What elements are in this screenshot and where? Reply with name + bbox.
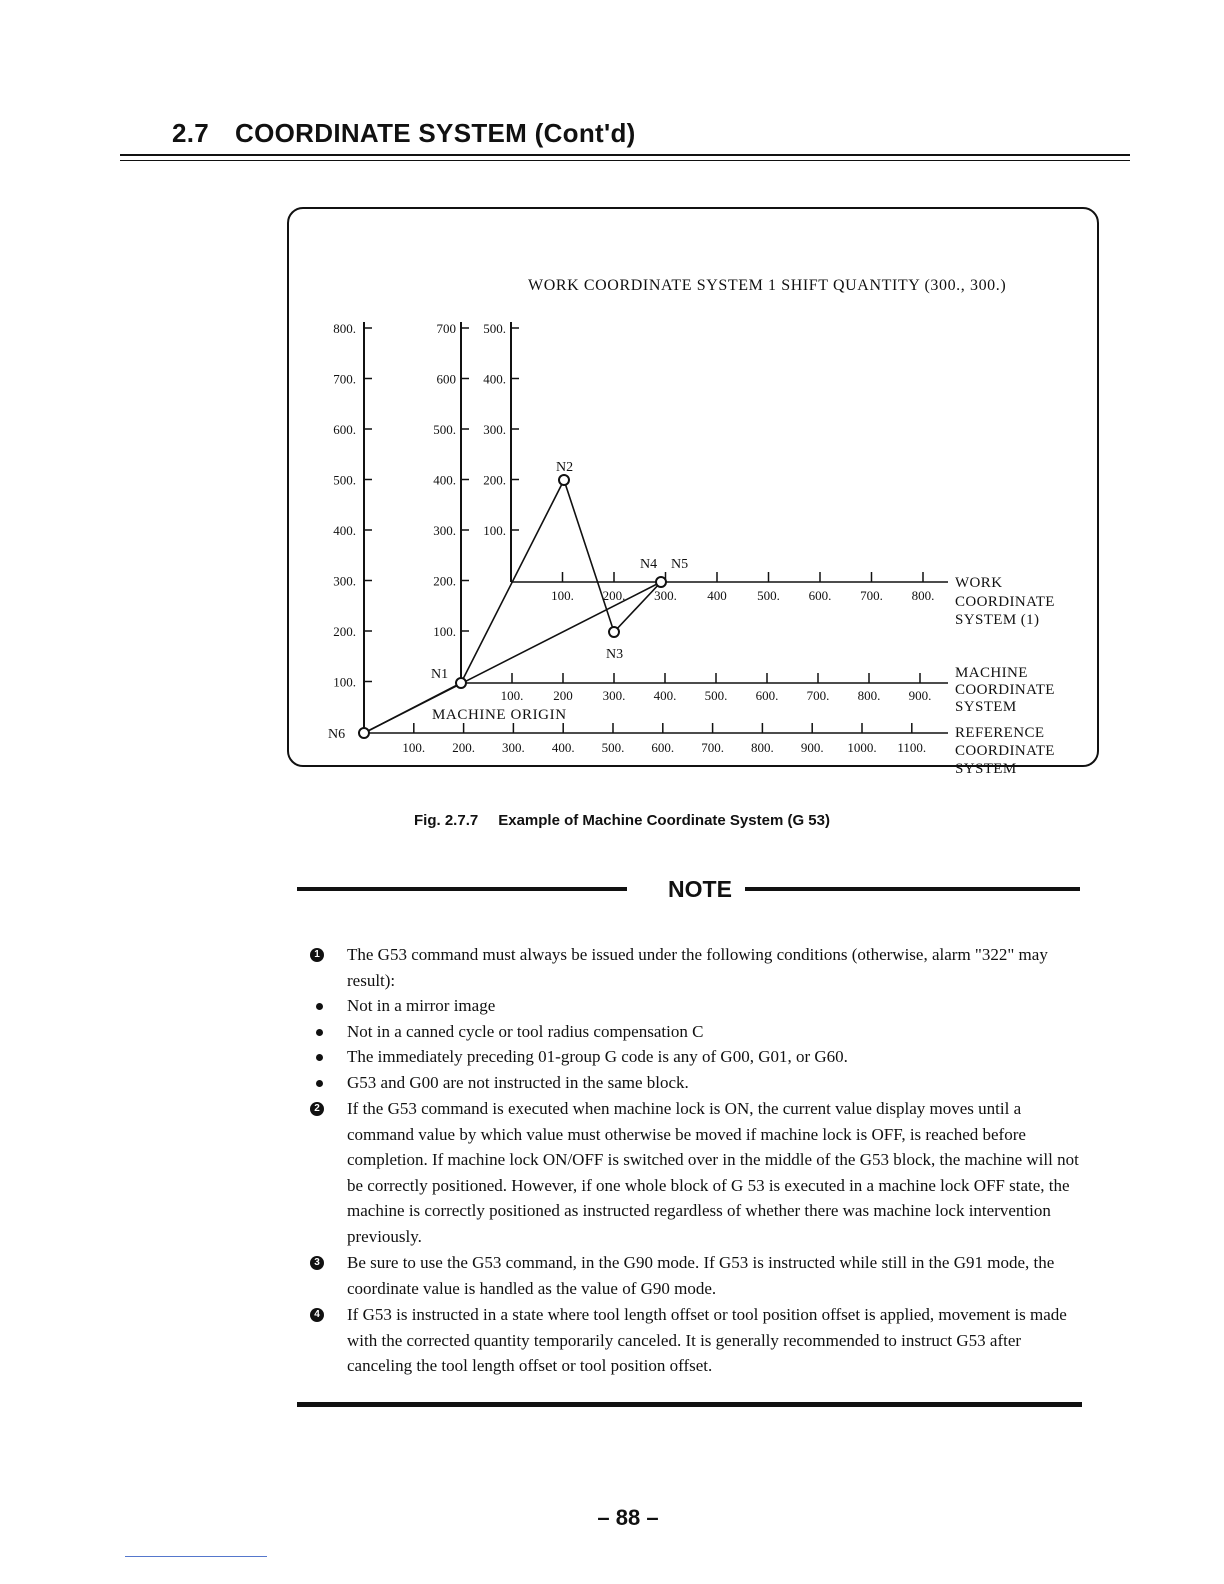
note-item-3 bbox=[310, 1250, 1090, 1301]
work-x-label: 400 bbox=[707, 588, 727, 603]
machine-x-label: 600. bbox=[755, 688, 779, 703]
reference-x-label: 1000. bbox=[847, 740, 877, 755]
reference-system-label-2: COORDINATE bbox=[955, 743, 1055, 759]
reference-y-ticks bbox=[333, 321, 372, 690]
reference-y-label: 700. bbox=[333, 371, 356, 387]
reference-y-label: 400. bbox=[333, 523, 356, 538]
machine-x-label: 800. bbox=[857, 688, 881, 703]
reference-y-label: 300. bbox=[333, 573, 356, 589]
work-x-label: 800. bbox=[911, 588, 935, 603]
machine-origin-label: MACHINE ORIGIN bbox=[432, 707, 567, 723]
machine-y-label: 200. bbox=[433, 573, 456, 589]
work-system-label-3: SYSTEM (1) bbox=[955, 612, 1040, 628]
point-n1 bbox=[456, 678, 466, 688]
machine-x-label: 900. bbox=[908, 688, 932, 703]
machine-x-label: 500. bbox=[704, 688, 728, 703]
reference-x-label: 500. bbox=[601, 740, 625, 755]
note-text: The G53 command must always be issued under the following conditions (otherwise, alarm "322" may result): bbox=[347, 945, 1048, 990]
reference-y-label: 200. bbox=[333, 624, 356, 639]
reference-system-label-3: SYSTEM bbox=[955, 761, 1017, 777]
note-item-2 bbox=[310, 1096, 1090, 1249]
work-x-label: 100. bbox=[551, 588, 574, 603]
reference-x-label: 400. bbox=[551, 740, 575, 755]
reference-system-label-1: REFERENCE bbox=[955, 725, 1045, 741]
work-system-label-1: WORK bbox=[955, 575, 1003, 591]
work-x-label: 500. bbox=[757, 588, 780, 603]
note-text: Be sure to use the G53 command, in the G90 mode. If G53 is instructed while still in the G91 mode, the coordinate value is handled as the value of G90 mode. bbox=[347, 1253, 1055, 1298]
bullet-text: G53 and G00 are not instructed in the same block. bbox=[347, 1072, 689, 1092]
point-n2 bbox=[559, 475, 569, 485]
point-n4-n5 bbox=[656, 577, 666, 587]
section-title: COORDINATE SYSTEM (Cont'd) bbox=[235, 118, 636, 148]
section-number: 2.7 bbox=[172, 118, 210, 148]
reference-y-label: 500. bbox=[333, 472, 356, 488]
machine-x-label: 300. bbox=[602, 688, 626, 703]
reference-x-label: 600. bbox=[651, 740, 675, 755]
note-title: NOTE bbox=[668, 876, 732, 902]
reference-x-label: 1100. bbox=[897, 740, 927, 755]
bullet-text: Not in a canned cycle or tool radius compensation C bbox=[347, 1021, 704, 1041]
work-y-label: 400. bbox=[483, 371, 506, 387]
machine-y-label: 300. bbox=[433, 523, 456, 538]
page-number: – 88 – bbox=[597, 1505, 659, 1530]
reference-x-label: 200. bbox=[452, 740, 475, 755]
reference-y-label: 600. bbox=[333, 422, 356, 437]
note-end-bar bbox=[297, 1402, 1082, 1407]
note-bullet bbox=[310, 1070, 1090, 1096]
note-item-1 bbox=[310, 942, 1090, 993]
bullet-text: Not in a mirror image bbox=[347, 996, 496, 1015]
work-y-label: 100. bbox=[483, 523, 506, 538]
machine-system-label-2: COORDINATE bbox=[955, 682, 1055, 698]
reference-x-label: 900. bbox=[800, 740, 824, 755]
label-n5: N5 bbox=[671, 557, 689, 572]
work-x-label: 600. bbox=[808, 588, 832, 603]
work-x-label: 700. bbox=[860, 588, 883, 603]
reference-y-label: 100. bbox=[333, 674, 356, 690]
point-n6 bbox=[359, 728, 369, 738]
machine-y-label: 400. bbox=[433, 472, 456, 488]
machine-x-label: 400. bbox=[653, 688, 677, 703]
machine-y-label: 600 bbox=[436, 371, 456, 387]
footer-line bbox=[125, 1556, 267, 1557]
machine-y-label: 500. bbox=[433, 422, 456, 437]
note-number-badge: 4 bbox=[310, 1308, 324, 1322]
machine-y-label: 100. bbox=[433, 624, 456, 639]
machine-x-label: 200 bbox=[553, 688, 573, 703]
label-n3: N3 bbox=[606, 647, 624, 662]
note-bullet bbox=[310, 993, 1090, 1019]
label-n6: N6 bbox=[328, 727, 346, 742]
label-n1: N1 bbox=[431, 667, 449, 682]
note-text: If the G53 command is executed when machine lock is ON, the current value display moves until a command value by which value must otherwise be moved if machine lock is OFF, is reached before completion. If machine lock ON/OFF is switched over in the middle of the G53 block, the machine will not be correctly positioned. However, if one whole block of G 53 is executed in a machine lock OFF state, the machine is correctly positioned as instructed regardless of whether there was machine lock intervention previously. bbox=[347, 1099, 1079, 1246]
point-n3 bbox=[609, 627, 619, 637]
reference-x-label: 800. bbox=[751, 740, 774, 755]
work-y-ticks bbox=[483, 321, 519, 538]
work-x-label: 200. bbox=[602, 588, 626, 603]
work-y-label: 300. bbox=[483, 422, 506, 437]
figure-caption bbox=[0, 812, 1224, 829]
note-bar-right bbox=[745, 887, 1080, 891]
work-system-label-2: COORDINATE bbox=[955, 594, 1055, 610]
note-number-badge: 2 bbox=[310, 1102, 324, 1116]
machine-y-label: 700 bbox=[436, 321, 456, 336]
caption-text: Example of Machine Coordinate System (G 53) bbox=[498, 812, 830, 829]
note-list bbox=[310, 942, 1090, 1379]
bullet-text: The immediately preceding 01-group G code is any of G00, G01, or G60. bbox=[347, 1047, 848, 1066]
label-n4: N4 bbox=[640, 557, 658, 572]
reference-x-label: 100. bbox=[402, 740, 426, 755]
caption-number: Fig. 2.7.7 bbox=[414, 812, 479, 829]
note-bullet bbox=[310, 1044, 1090, 1070]
machine-system-label-3: SYSTEM bbox=[955, 699, 1017, 715]
note-number-badge: 1 bbox=[310, 948, 324, 962]
bullet-dot bbox=[316, 1054, 323, 1061]
bullet-dot bbox=[316, 1003, 323, 1010]
note-item-4 bbox=[310, 1302, 1090, 1379]
reference-y-label: 800. bbox=[333, 321, 356, 336]
work-y-label: 500. bbox=[483, 321, 506, 336]
reference-x-label: 700. bbox=[701, 740, 724, 755]
machine-system-label-1: MACHINE bbox=[955, 665, 1028, 681]
note-text: If G53 is instructed in a state where tool length offset or tool position offset is applied, movement is made with the corrected quantity temporarily canceled. It is generally recommended to instruct G53 after canceling the tool length offset or tool position offset. bbox=[347, 1305, 1067, 1375]
x-axis-ticks bbox=[402, 572, 934, 755]
note-number-badge: 3 bbox=[310, 1256, 324, 1270]
note-bullet bbox=[310, 1019, 1090, 1045]
work-x-label: 300. bbox=[654, 588, 677, 603]
bullet-dot bbox=[316, 1029, 323, 1036]
figure-title: WORK COORDINATE SYSTEM 1 SHIFT QUANTITY (300., 300.) bbox=[528, 277, 1007, 294]
machine-y-ticks bbox=[433, 321, 469, 639]
machine-x-label: 100. bbox=[500, 688, 524, 703]
work-y-label: 200. bbox=[483, 472, 506, 488]
reference-x-label: 300. bbox=[502, 740, 525, 755]
bullet-dot bbox=[316, 1080, 323, 1087]
machine-x-label: 700. bbox=[806, 688, 830, 703]
label-n2: N2 bbox=[556, 460, 574, 475]
